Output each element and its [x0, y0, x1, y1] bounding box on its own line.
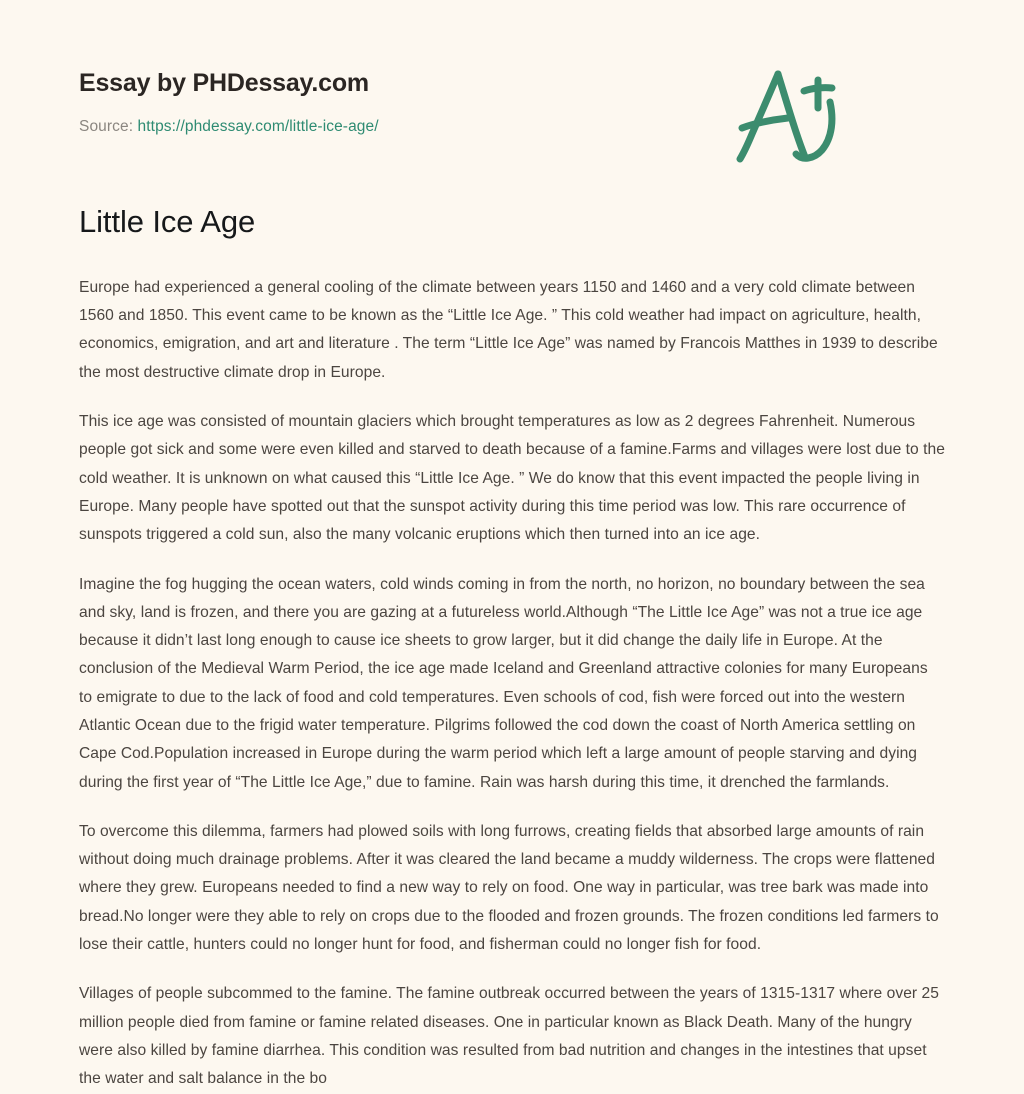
paragraph: To overcome this dilemma, farmers had plowed soils with long furrows, creating fields that absorbed large amounts of rain without doing much drainage problems. After it was cleared the land became a muddy wilderness. The crops were flattened where they grew. Europeans needed to find a new way to rely on food. One way in particular, was tree bark was made into bread.No longer were they able to rely on crops due to the flooded and frozen grounds. The frozen conditions led farmers to lose their cattle, hunters could no longer hunt for food, and fisherman could no longer fish for food. — [79, 822, 939, 954]
paragraph: Imagine the fog hugging the ocean waters, cold winds coming in from the north, no horizon, no boundary between the sea and sky, land is frozen, and there you are gazing at a futureless world.Although “The Little Ice Age” was not a true ice age because it didn’t last long enough to cause ice sheets to grow larger, but it did change the daily life in Europe. At the conclusion of the Medieval Warm Period, the ice age made Iceland and Greenland attractive colonies for many Europeans to emigrate to due to the lack of food and cold temperatures. Even schools of cod, fish were forced out into the western Atlantic Ocean due to the frigid water temperature. Pilgrims followed the cod down the coast of North America settling on Cape Cod.Population increased in Europe during the warm period which left a large amount of people starving and dying during the first year of “The Little Ice Age,” due to famine. Rain was harsh during this time, it drenched the farmlands. — [79, 575, 928, 791]
source-label: Source: — [79, 117, 134, 135]
paragraph: This ice age was consisted of mountain glaciers which brought temperatures as low as 2 degrees Fahrenheit. Numerous people got sick and some were even killed and starved to death because of a famine.Farms and villages were lost due to the cold weather. It is unknown on what caused this “Little Ice Age. ” We do know that this event impacted the people living in Europe. Many people have spotted out that the sunspot activity during this time period was low. This rare occurrence of sunspots triggered a cold sun, also the many volcanic eruptions which then turned into an ice age. — [79, 413, 945, 544]
paragraph: Europe had experienced a general cooling of the climate between years 1150 and 1460 and a very cold climate between 1560 and 1850. This event came to be known as the “Little Ice Age. ” This cold weather had impact on agriculture, health, economics, emigration, and art and literature . The term “Little Ice Age” was named by Francois Matthes in 1939 to describe the most destructive climate drop in Europe. — [79, 278, 938, 381]
a-plus-logo-icon — [730, 66, 840, 166]
source-url-link[interactable]: https://phdessay.com/little-ice-age/ — [137, 117, 379, 135]
brand-title: Essay by PHDessay.com — [79, 69, 369, 97]
page-title: Little Ice Age — [79, 204, 256, 240]
page-header — [79, 0, 945, 136]
essay-body — [79, 242, 945, 1094]
paragraph: Villages of people subcommed to the famine. The famine outbreak occurred between the years of 1315-1317 where over 25 million people died from famine or famine related diseases. One in particular known as Black Death. Many of the hungry were also killed by famine diarrhea. This condition was resulted from bad nutrition and changes in the intestines that upset the water and salt balance in the bo — [79, 985, 939, 1088]
